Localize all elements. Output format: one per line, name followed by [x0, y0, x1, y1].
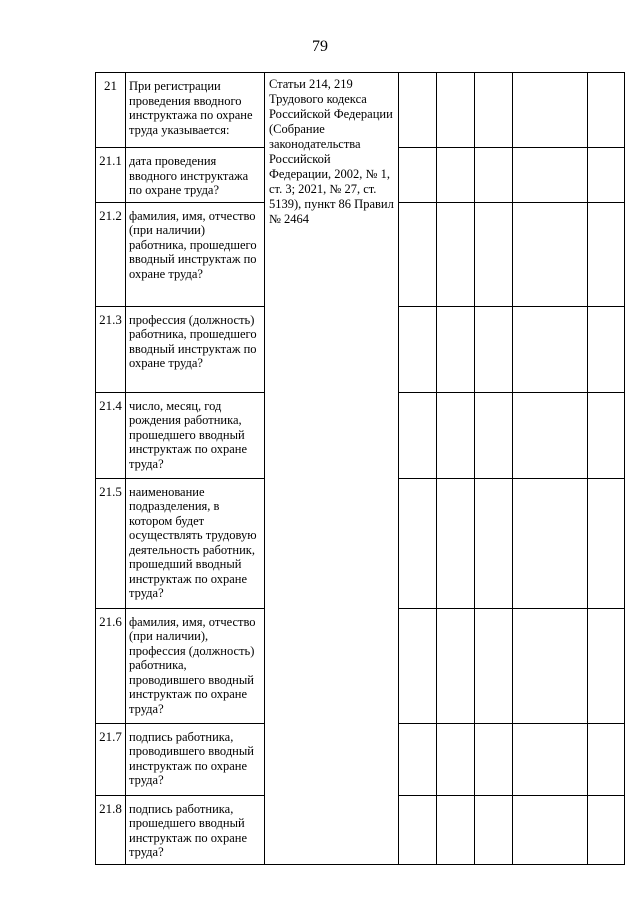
question-text: При регистрации проведения вводного инструктажа по охране труда указывается:: [126, 73, 265, 148]
answer-yes-cell: [399, 202, 437, 306]
row-number: 21.8: [96, 795, 126, 864]
question-text: наименование подразделения, в котором будет осуществлять трудовую деятельность работник, прошедший вводный инструктаж по охране труда?: [126, 478, 265, 608]
answer-na-cell: [475, 723, 513, 795]
answer-yes-cell: [399, 723, 437, 795]
page-number: 79: [312, 38, 328, 55]
extra-cell: [588, 148, 625, 203]
row-number: 21.1: [96, 148, 126, 203]
remarks-cell: [513, 202, 588, 306]
answer-yes-cell: [399, 795, 437, 864]
row-number: 21.7: [96, 723, 126, 795]
answer-no-cell: [437, 148, 475, 203]
answer-na-cell: [475, 148, 513, 203]
answer-yes-cell: [399, 148, 437, 203]
extra-cell: [588, 723, 625, 795]
table-row: [96, 73, 625, 148]
answer-no-cell: [437, 723, 475, 795]
question-text: профессия (должность) работника, прошедшего вводный инструктаж по охране труда?: [126, 306, 265, 392]
answer-na-cell: [475, 73, 513, 148]
answer-na-cell: [475, 608, 513, 723]
answer-yes-cell: [399, 73, 437, 148]
answer-yes-cell: [399, 306, 437, 392]
answer-no-cell: [437, 202, 475, 306]
answer-yes-cell: [399, 608, 437, 723]
extra-cell: [588, 795, 625, 864]
remarks-cell: [513, 73, 588, 148]
legal-basis-cell: [265, 73, 399, 865]
legal-basis-text: Статьи 214, 219 Трудового кодекса Российской Федерации (Собрание законодательства Российской Федерации, 2002, № 1, ст. 3; 2021, № 27, ст. 5139), пункт 86 Правил № 2464: [269, 77, 394, 226]
remarks-cell: [513, 608, 588, 723]
row-number: 21.4: [96, 392, 126, 478]
answer-na-cell: [475, 478, 513, 608]
remarks-cell: [513, 795, 588, 864]
row-number: 21.5: [96, 478, 126, 608]
answer-no-cell: [437, 795, 475, 864]
answer-no-cell: [437, 392, 475, 478]
answer-no-cell: [437, 73, 475, 148]
question-text: подпись работника, проводившего вводный инструктаж по охране труда?: [126, 723, 265, 795]
row-number: 21.3: [96, 306, 126, 392]
answer-no-cell: [437, 306, 475, 392]
question-text: фамилия, имя, отчество (при наличии) работника, прошедшего вводный инструктаж по охране труда?: [126, 202, 265, 306]
answer-na-cell: [475, 202, 513, 306]
extra-cell: [588, 202, 625, 306]
answer-na-cell: [475, 392, 513, 478]
row-number: 21.6: [96, 608, 126, 723]
answer-no-cell: [437, 478, 475, 608]
extra-cell: [588, 392, 625, 478]
question-text: дата проведения вводного инструктажа по охране труда?: [126, 148, 265, 203]
answer-no-cell: [437, 608, 475, 723]
row-number: 21.2: [96, 202, 126, 306]
question-text: число, месяц, год рождения работника, прошедшего вводный инструктаж по охране труда?: [126, 392, 265, 478]
remarks-cell: [513, 478, 588, 608]
remarks-cell: [513, 392, 588, 478]
question-text: подпись работника, прошедшего вводный инструктаж по охране труда?: [126, 795, 265, 864]
extra-cell: [588, 608, 625, 723]
remarks-cell: [513, 306, 588, 392]
remarks-cell: [513, 723, 588, 795]
question-text: фамилия, имя, отчество (при наличии), профессия (должность) работника, проводившего вводный инструктаж по охране труда?: [126, 608, 265, 723]
answer-na-cell: [475, 795, 513, 864]
row-number: 21: [96, 73, 126, 148]
extra-cell: [588, 73, 625, 148]
extra-cell: [588, 478, 625, 608]
answer-yes-cell: [399, 392, 437, 478]
checklist-table: [95, 72, 625, 865]
extra-cell: [588, 306, 625, 392]
answer-na-cell: [475, 306, 513, 392]
answer-yes-cell: [399, 478, 437, 608]
remarks-cell: [513, 148, 588, 203]
